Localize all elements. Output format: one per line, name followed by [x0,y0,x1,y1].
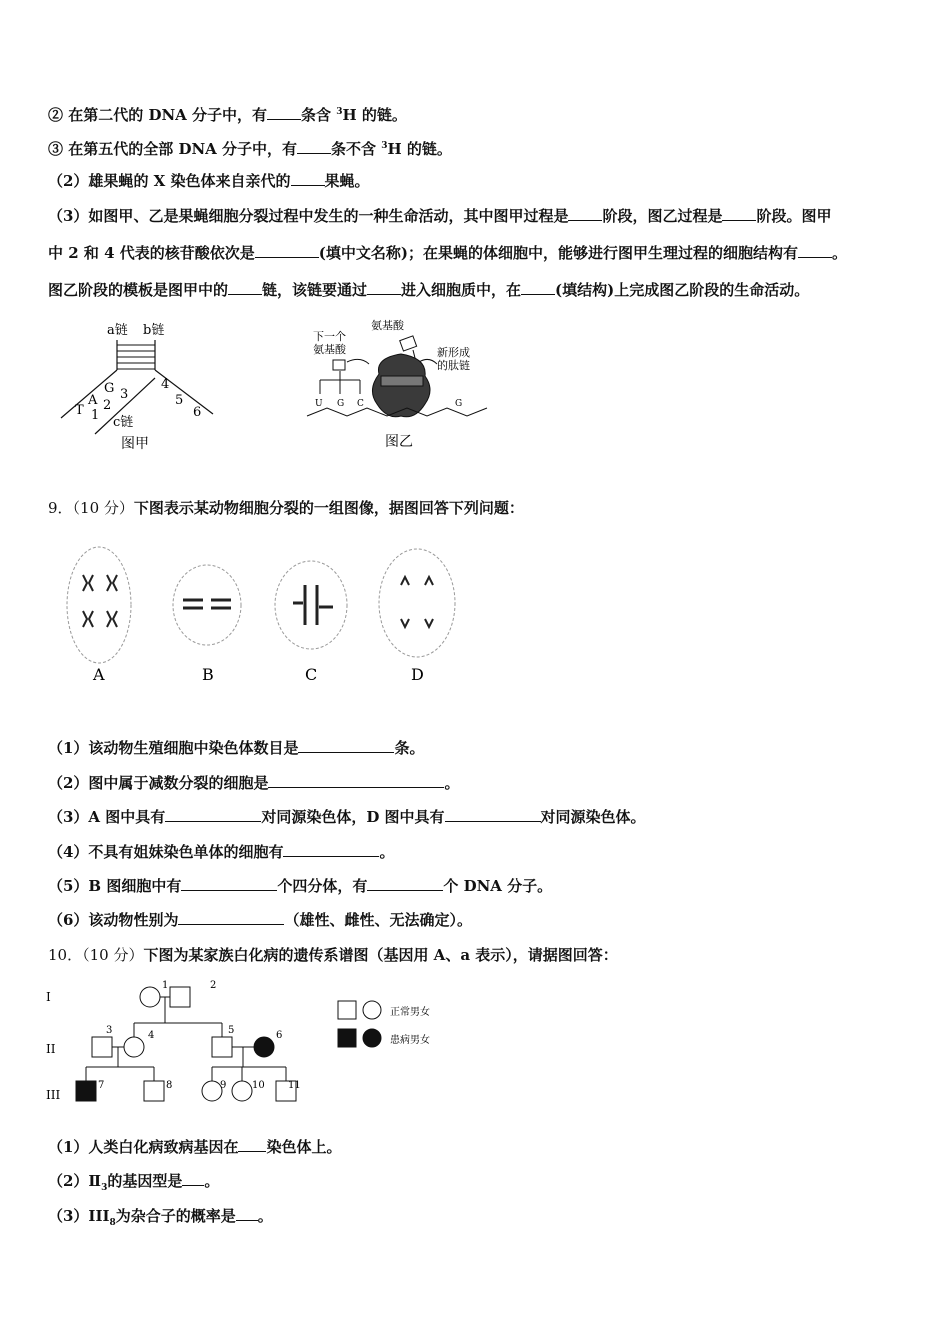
base-label: G [337,399,345,409]
text: （2）Ⅱ [48,1172,102,1190]
person-id: 7 [98,1080,105,1091]
text: 。 [831,244,847,262]
generation-label: II [46,1042,56,1056]
text: （5）B 图细胞中有 [48,877,182,895]
person-id: 11 [288,1080,301,1091]
text: 条。 [394,739,425,757]
generation-label: I [46,990,51,1004]
q9-sub-2 [48,773,459,793]
q9-header [48,498,524,518]
b-chain-label: b链 [143,323,165,338]
answer-blank[interactable] [178,910,284,925]
figure-caption: 图甲 [121,436,149,452]
subscript: 8 [109,1218,116,1228]
female-normal [232,1081,252,1101]
answer-blank[interactable] [236,1206,258,1221]
cell-label-b: B [202,665,214,684]
next-aa-label: 氨基酸 [313,343,346,356]
cell-c-outline [275,561,347,649]
text: 对同源染色体，D 图中具有 [261,808,445,826]
text: 阶段，图乙过程是 [602,207,723,225]
text: 。 [204,1172,220,1190]
q10-sub-2 [48,1171,219,1198]
legend-female-normal [363,1001,381,1019]
text: 个 DNA 分子。 [443,877,553,895]
text: 的基因型是 [107,1172,183,1190]
answer-blank[interactable] [228,280,262,295]
q8-line-1 [48,102,407,125]
text: 。 [444,774,460,792]
answer-blank[interactable] [255,243,319,258]
cell-b-chromosomes [183,600,231,608]
text: 进入细胞质中，在 [401,281,522,299]
text: 。 [379,843,395,861]
pedigree-chart [42,975,462,1110]
trna-structure [320,371,360,394]
text: H 的链。 [342,106,407,124]
person-id: 5 [228,1025,235,1036]
answer-blank[interactable] [445,807,541,822]
base-label: G [455,399,463,409]
text: （1）该动物生殖细胞中染色体数目是 [48,739,299,757]
answer-blank[interactable] [521,280,555,295]
person-id: 2 [210,980,217,991]
text: （3）如图甲、乙是果蝇细胞分裂过程中发生的一种生命活动，其中图甲过程是 [48,207,569,225]
male-normal [92,1037,112,1057]
answer-blank[interactable] [267,105,301,120]
number-label: 4 [161,377,170,392]
figure-yi-translation [305,316,505,456]
subscript: 3 [101,1183,108,1193]
text: （4）不具有姐妹染色单体的细胞有 [48,843,284,861]
legend-male-normal [338,1001,356,1019]
person-id: 10 [252,1080,265,1091]
legend-affected-label: 患病男女 [390,1035,430,1046]
base-label: G [104,381,115,396]
q8-line-3 [48,171,370,191]
question-number: 10．（10 分） [48,946,144,964]
q9-sub-1 [48,738,424,758]
person-id: 3 [106,1025,113,1036]
text: （6）该动物性别为 [48,911,179,929]
text: H 的链。 [387,140,452,158]
base-label: A [88,393,98,408]
text: 染色体上。 [266,1138,342,1156]
female-normal [124,1037,144,1057]
person-id: 8 [166,1080,173,1091]
text: （2）雄果蝇的 X 染色体来自亲代的 [48,172,291,190]
amino-acid-shape [333,360,345,370]
text: ③ 在第五代的全部 DNA 分子中，有 [48,140,298,158]
number-label: 6 [193,405,202,420]
female-normal [140,987,160,1007]
number-label: 1 [91,408,100,423]
text: 。 [257,1207,273,1225]
c-chain-label: c链 [113,415,134,430]
legend-male-affected [338,1029,356,1047]
text: 图乙阶段的模板是图甲中的 [48,281,229,299]
superscript: 3 [381,141,388,151]
question-number: 9．（10 分） [48,499,134,517]
answer-blank[interactable] [291,171,325,186]
q8-line-2 [48,136,452,159]
text: （3）III [48,1207,110,1225]
answer-blank[interactable] [297,139,331,154]
cell-b-outline [173,565,241,645]
text: 条含 [301,106,337,124]
answer-blank[interactable] [165,807,261,822]
q8-line-4 [48,206,831,226]
q9-sub-6 [48,910,472,930]
number-label: 2 [103,398,112,413]
text: （雄性、雌性、无法确定）。 [284,911,472,929]
cell-d-outline [379,549,455,657]
text: 果蝇。 [324,172,370,190]
superscript: 3 [336,107,343,117]
text: （1）人类白化病致病基因在 [48,1138,239,1156]
person-id: 4 [148,1030,155,1041]
answer-blank[interactable] [182,1171,204,1186]
q8-line-6 [48,280,809,300]
new-chain-label: 的肽链 [437,359,470,372]
text: 中 2 和 4 代表的核苷酸依次是 [48,244,255,262]
cell-a-chromosomes [83,575,117,627]
answer-blank[interactable] [268,773,444,788]
female-normal [202,1081,222,1101]
text: 阶段。图甲 [756,207,832,225]
text: (填中文名称)；在果蝇的体细胞中，能够进行图甲生理过程的细胞结构有 [318,244,798,262]
legend-female-affected [363,1029,381,1047]
text: 条不含 [331,140,382,158]
amino-acid-shape [400,336,417,351]
cell-division-figures [55,545,475,695]
female-affected [254,1037,274,1057]
male-normal [212,1037,232,1057]
text: (填结构)上完成图乙阶段的生命活动。 [555,281,810,299]
text: 个四分体，有 [277,877,368,895]
male-normal [144,1081,164,1101]
figure-caption: 图乙 [385,434,413,450]
answer-blank[interactable] [568,206,602,221]
answer-blank[interactable] [298,738,394,753]
amino-acid-label: 氨基酸 [371,319,404,332]
answer-blank[interactable] [181,876,277,891]
legend-normal-label: 正常男女 [390,1007,430,1018]
base-label: U [315,399,323,409]
q9-sub-4 [48,842,394,862]
number-label: 3 [120,387,129,402]
cell-label-c: C [305,665,318,684]
ribosome-slot [381,376,423,386]
figure-jia-transcription [55,318,225,458]
base-label: C [357,399,364,409]
text: 对同源染色体。 [540,808,646,826]
new-chain-label: 新形成 [437,346,470,359]
cell-label-a: A [93,665,105,684]
q9-sub-5 [48,876,552,896]
q10-sub-3 [48,1206,273,1233]
cell-d-chromosomes [401,577,433,627]
answer-blank[interactable] [283,842,379,857]
q9-sub-3 [48,807,646,827]
base-label: T [75,403,84,418]
male-affected [76,1081,96,1101]
cell-c-chromosomes [293,585,333,625]
person-id: 9 [220,1080,227,1091]
generation-label: III [46,1088,61,1102]
next-aa-label: 下一个 [313,330,346,343]
answer-blank[interactable] [798,243,832,258]
question-text: 下图表示某动物细胞分裂的一组图像，据图回答下列问题： [133,499,524,517]
answer-blank[interactable] [367,280,401,295]
a-chain-label: a链 [107,323,128,338]
cell-label-d: D [411,665,424,684]
answer-blank[interactable] [722,206,756,221]
text: 链，该链要通过 [262,281,368,299]
answer-blank[interactable] [367,876,443,891]
person-id: 6 [276,1030,283,1041]
cell-a-outline [67,547,131,663]
text: （3）A 图中具有 [48,808,166,826]
text: 为杂合子的概率是 [115,1207,236,1225]
person-id: 1 [162,980,169,991]
text: （2）图中属于减数分裂的细胞是 [48,774,269,792]
q10-sub-1 [48,1137,341,1157]
answer-blank[interactable] [238,1137,266,1152]
text: ② 在第二代的 DNA 分子中，有 [48,106,268,124]
q10-header [48,945,618,965]
q8-line-5 [48,243,847,263]
base-pair-rungs [117,345,155,369]
arrow-line [347,359,369,364]
male-normal [170,987,190,1007]
number-label: 5 [175,393,184,408]
question-text: 下图为某家族白化病的遗传系谱图（基因用 A、a 表示），请据图回答： [143,946,618,964]
